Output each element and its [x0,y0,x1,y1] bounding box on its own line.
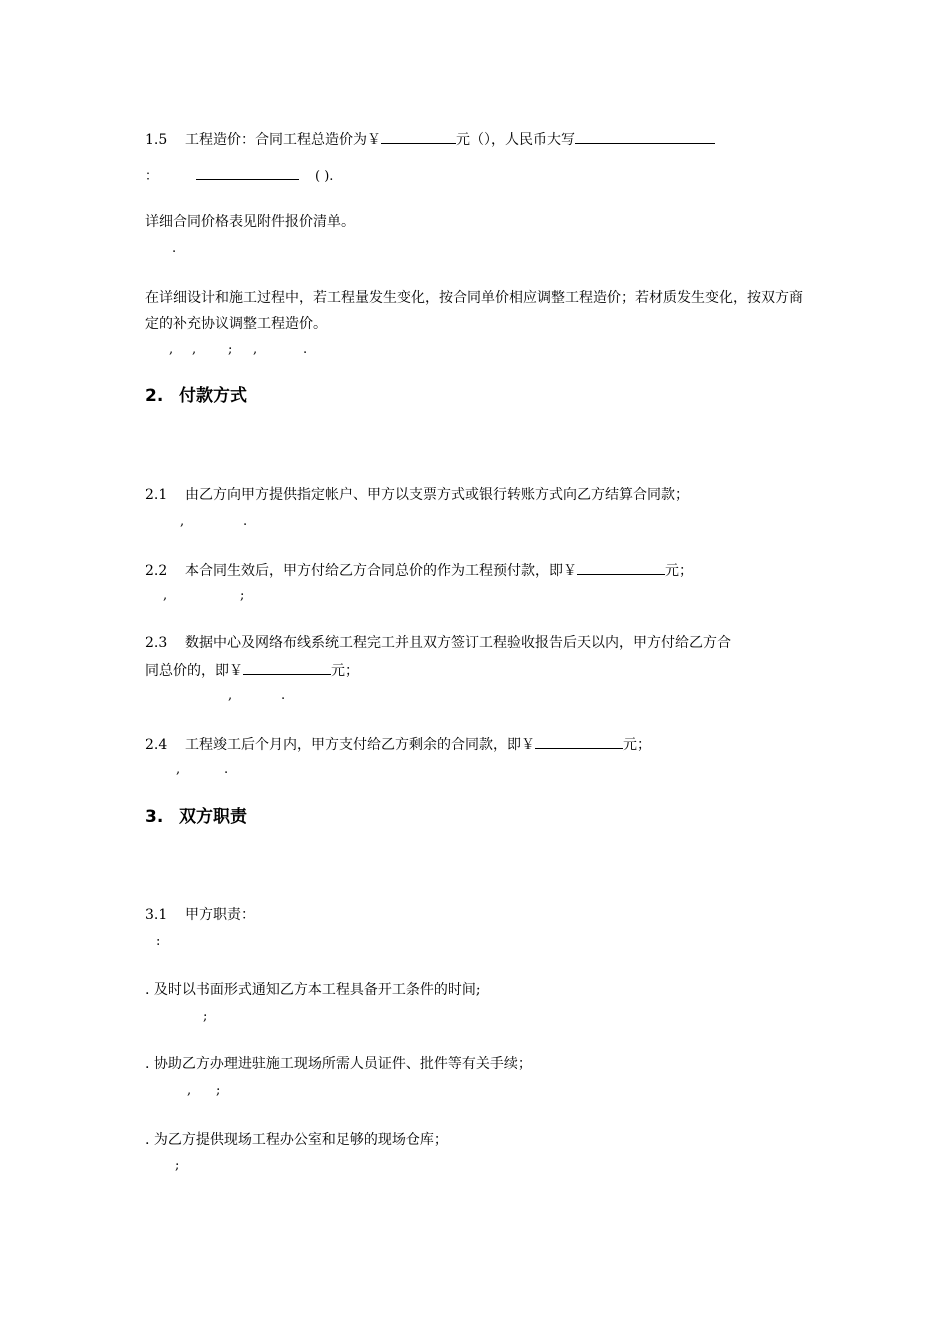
section-2-heading [145,386,247,406]
amount-blank[interactable] [535,733,623,749]
paren-mark: ( ). [315,169,334,184]
section-title: 付款方式 [179,386,247,406]
clause-text-2: 元（），人民币大写 [456,132,575,148]
ghost-mark: ; [175,1158,180,1173]
clause-unit: 元； [623,737,651,753]
ghost-mark: . [281,688,286,703]
clause-number: 3.1 [145,907,168,923]
clause-text: 本合同生效后，甲方付给乙方合同总价的作为工程预付款，即￥ [185,563,577,579]
clause-2-3 [145,633,731,653]
amount-words-blank[interactable] [575,128,715,144]
bullet-item: . 及时以书面形式通知乙方本工程具备开工条件的时间; [145,982,481,998]
ghost-mark: . [303,342,308,357]
detail-text: 详细合同价格表见附件报价清单。 [145,214,355,230]
ghost-mark: ; [216,1083,221,1098]
adjust-paragraph: 在详细设计和施工过程中，若工程量发生变化，按合同单价相应调整工程造价；若材质发生变化，按双方商定的补充协议调整工程造价。 [145,290,803,332]
clause-2-3-cont [145,659,359,681]
clause-2-4 [145,733,651,755]
clause-number: 2.1 [145,487,168,503]
ghost-mark: . [243,514,248,529]
ghost-mark: ; [203,1009,208,1024]
clause-number: 2.2 [145,563,168,579]
clause-2-1 [145,485,689,505]
clause-text: 由乙方向甲方提供指定帐户、甲方以支票方式或银行转账方式向乙方结算合同款； [185,487,689,503]
section-title: 双方职责 [179,807,247,827]
colon-mark: ： [145,169,159,184]
ghost-mark: , [180,514,185,529]
clause-text: 甲方职责： [185,907,255,923]
clause-unit: 元； [331,663,359,679]
clause-number: 2.4 [145,737,168,753]
clause-3-1 [145,905,255,925]
clause-number: 2.3 [145,635,168,651]
ghost-mark: , [176,762,181,777]
clause-2-2 [145,559,693,581]
clause-number: 1.5 [145,132,168,148]
ghost-mark: , [163,588,168,603]
clause-text: 工程造价：合同工程总造价为￥ [185,132,381,148]
ghost-mark: : [156,934,161,949]
ghost-mark: ; [228,342,233,357]
section-number: 2. [145,386,164,406]
amount-blank[interactable] [577,559,665,575]
section-number: 3. [145,807,164,827]
clause-text: 同总价的，即￥ [145,663,243,679]
section-3-heading [145,807,247,827]
amount-blank[interactable] [381,128,456,144]
ghost-mark: . [172,241,177,256]
clause-1-5-line [145,128,715,150]
bullet-item: . 为乙方提供现场工程办公室和足够的现场仓库； [145,1132,448,1148]
ghost-mark: , [253,342,258,357]
clause-text: 工程竣工后个月内，甲方支付给乙方剩余的合同款，即￥ [185,737,535,753]
ghost-mark: , [228,688,233,703]
amount-blank[interactable] [243,659,331,675]
clause-1-5-line-2 [145,164,333,187]
bullet-item: . 协助乙方办理进驻施工现场所需人员证件、批件等有关手续； [145,1056,532,1072]
ghost-mark: , [169,342,174,357]
ghost-mark: , [187,1083,192,1098]
amount-blank-2[interactable] [196,164,299,180]
ghost-mark: , [192,342,197,357]
clause-text: 数据中心及网络布线系统工程完工并且双方签订工程验收报告后天以内，甲方付给乙方合 [185,635,731,651]
ghost-mark: ; [240,588,245,603]
clause-unit: 元； [665,563,693,579]
ghost-mark: . [224,762,229,777]
